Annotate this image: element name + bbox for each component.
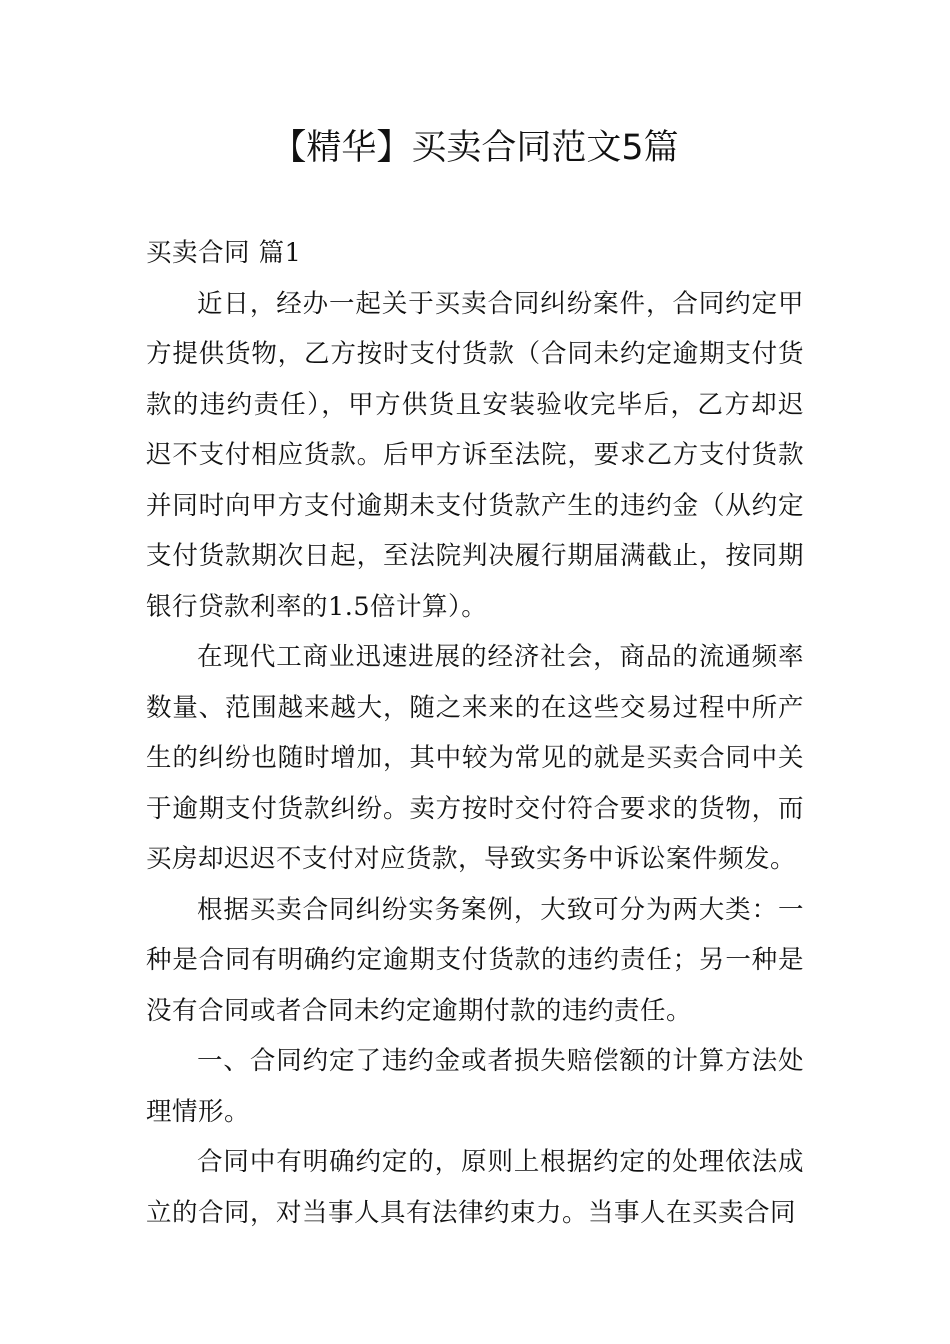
paragraph-3: 根据买卖合同纠纷实务案例，大致可分为两大类：一种是合同有明确约定逾期支付货款的违约责任；另一种是没有合同或者合同未约定逾期付款的违约责任。 (146, 894, 804, 1026)
paragraph-1: 近日，经办一起关于买卖合同纠纷案件，合同约定甲方提供货物，乙方按时支付货款（合同未约定逾期支付货款的违约责任），甲方供货且安装验收完毕后，乙方却迟迟不支付相应货款。后甲方诉至法院，要求乙方支付货款并同时向甲方支付逾期未支付货款产生的违约金（从约定支付货款期次日起，至法院判决履行期届满截止，按同期银行贷款利率的1.5倍计算）。 (146, 288, 804, 622)
paragraph-5: 合同中有明确约定的，原则上根据约定的处理依法成立的合同，对当事人具有法律约束力。当事人在买卖合同 (146, 1147, 804, 1228)
section-heading: 买卖合同 篇1 (146, 238, 302, 268)
paragraph-4: 一、合同约定了违约金或者损失赔偿额的计算方法处理情形。 (146, 1046, 804, 1127)
document-body (146, 228, 804, 1238)
document-title: 【精华】买卖合同范文5篇 (271, 128, 679, 168)
paragraph-2: 在现代工商业迅速进展的经济社会，商品的流通频率数量、范围越来越大，随之来来的在这些交易过程中所产生的纠纷也随时增加，其中较为常见的就是买卖合同中关于逾期支付货款纠纷。卖方按时交付符合要求的货物，而买房却迟迟不支付对应货款，导致实务中诉讼案件频发。 (146, 642, 804, 874)
